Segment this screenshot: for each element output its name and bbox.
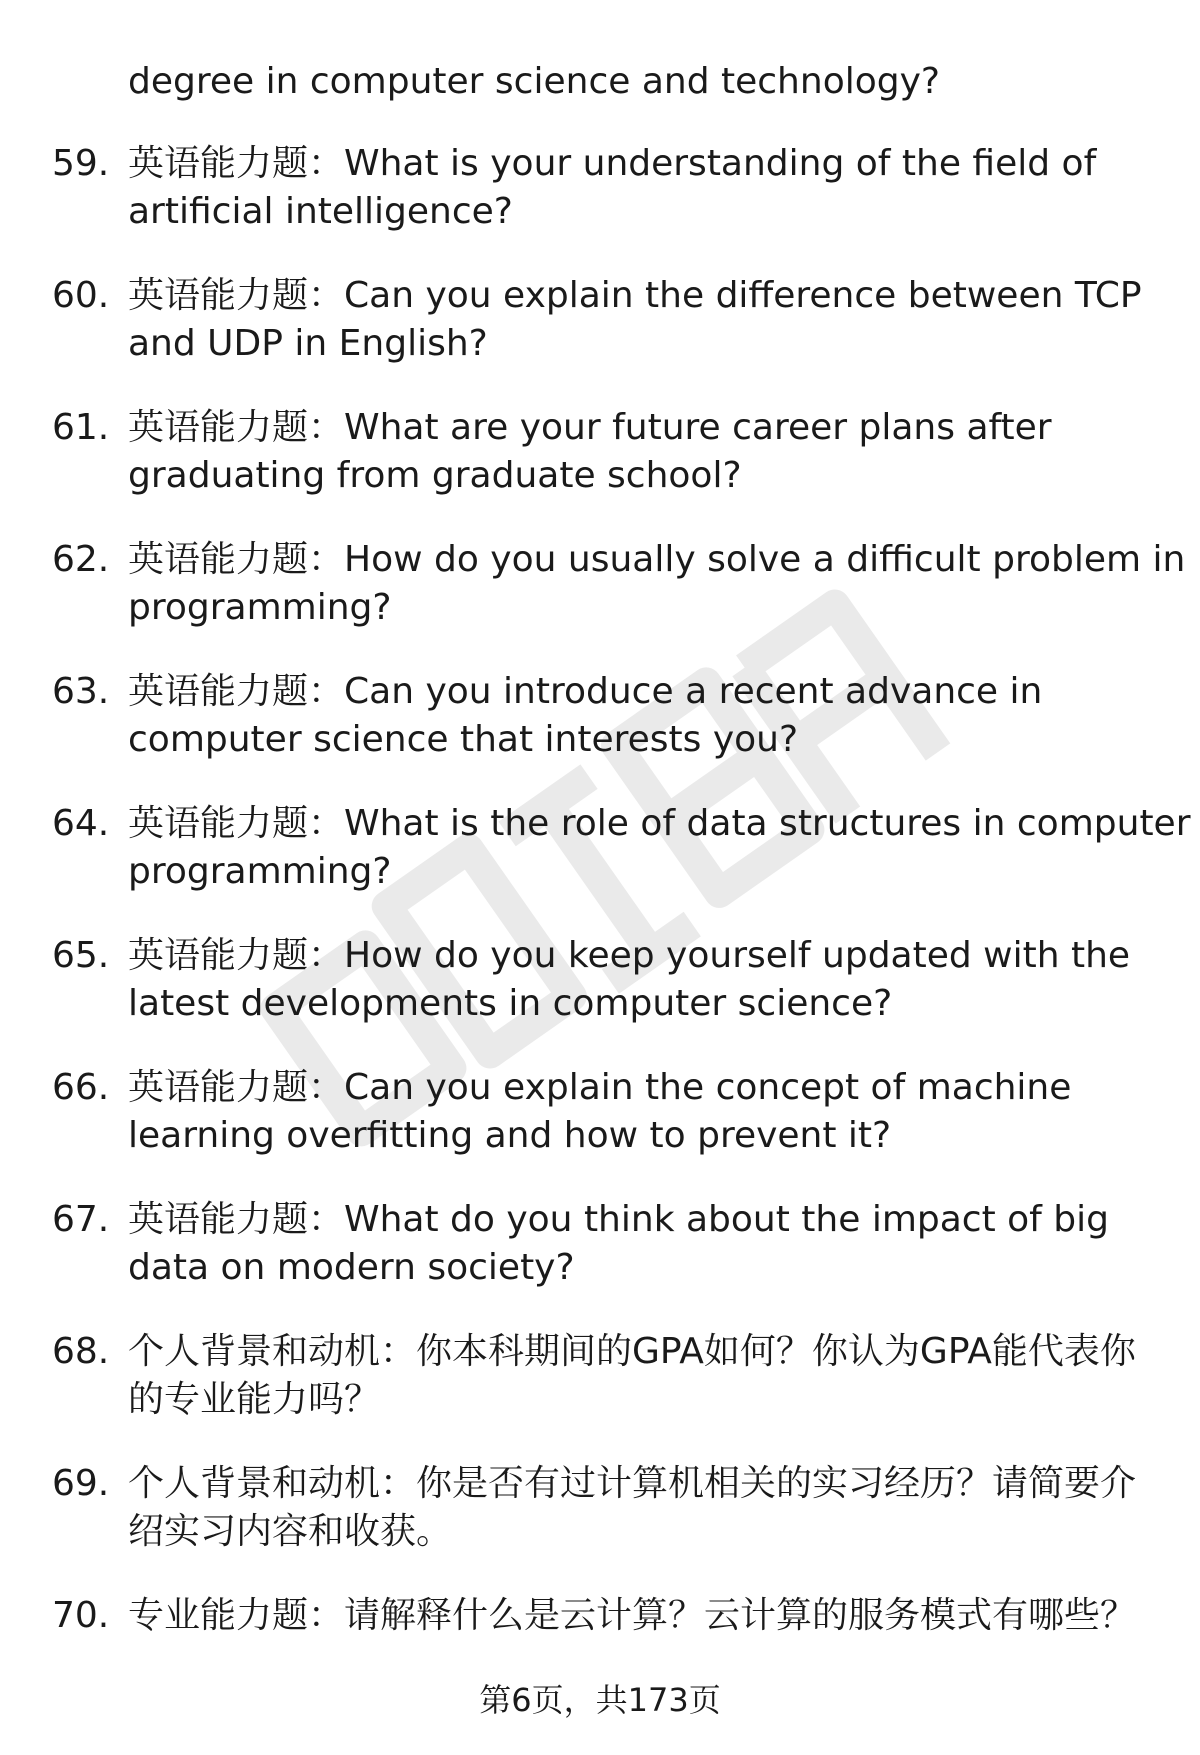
question-item [0, 932, 1200, 1028]
question-item [0, 404, 1200, 500]
question-line: 英语能力题：What is the role of data structures in computer [128, 803, 1191, 844]
question-number: 68. [52, 1331, 110, 1372]
question-line: programming? [128, 587, 392, 628]
question-line: 英语能力题：What are your future career plans after [128, 407, 1052, 448]
page-number-footer: 第6页，共173页 [479, 1681, 721, 1719]
question-number: 60. [52, 275, 110, 316]
question-line: 个人背景和动机：你本科期间的GPA如何？你认为GPA能代表你 [128, 1331, 1136, 1372]
question-line: 英语能力题：How do you keep yourself updated with the [128, 935, 1131, 976]
question-item [0, 140, 1200, 236]
question-item [0, 536, 1200, 632]
question-line: data on modern society? [128, 1247, 575, 1288]
question-number: 69. [52, 1463, 110, 1504]
question-line: computer science that interests you? [128, 719, 799, 760]
question-number: 63. [52, 671, 110, 712]
question-item [0, 668, 1200, 764]
question-text [128, 932, 1158, 1028]
question-item [0, 1196, 1200, 1292]
question-line: 英语能力题：How do you usually solve a difficult problem in [128, 539, 1186, 580]
question-number: 64. [52, 803, 110, 844]
question-number: 65. [52, 935, 110, 976]
continued-question-text: degree in computer science and technology? [128, 61, 941, 102]
question-item [0, 272, 1200, 368]
question-number: 62. [52, 539, 110, 580]
question-item [0, 1592, 1200, 1640]
question-text [128, 272, 1158, 368]
question-line: 专业能力题：请解释什么是云计算？云计算的服务模式有哪些？ [128, 1595, 1137, 1636]
question-number: 61. [52, 407, 110, 448]
question-text [128, 404, 1158, 500]
question-list [0, 140, 1200, 1676]
question-line: and UDP in English? [128, 323, 488, 364]
question-text [128, 536, 1186, 632]
question-item [0, 1064, 1200, 1160]
question-text [128, 1196, 1158, 1292]
question-line: artificial intelligence? [128, 191, 513, 232]
question-line: 英语能力题：Can you explain the concept of machine [128, 1067, 1072, 1108]
question-line: 英语能力题：What is your understanding of the field of [128, 143, 1097, 184]
question-text [128, 668, 1158, 764]
question-line: 英语能力题：Can you introduce a recent advance in [128, 671, 1043, 712]
question-text [128, 1328, 1158, 1424]
question-number: 70. [52, 1595, 110, 1636]
question-number: 67. [52, 1199, 110, 1240]
question-text [128, 1064, 1158, 1160]
question-line: 的专业能力吗？ [128, 1379, 381, 1420]
question-text [128, 1460, 1158, 1556]
question-number: 59. [52, 143, 110, 184]
question-item [0, 800, 1200, 896]
question-number: 66. [52, 1067, 110, 1108]
question-line: graduating from graduate school? [128, 455, 742, 496]
question-item [0, 1328, 1200, 1424]
question-line: 绍实习内容和收获。 [128, 1511, 453, 1552]
question-text [128, 140, 1158, 236]
question-line: 英语能力题：What do you think about the impact of big [128, 1199, 1110, 1240]
question-line: 个人背景和动机：你是否有过计算机相关的实习经历？请简要介 [128, 1463, 1137, 1504]
question-line: programming? [128, 851, 392, 892]
question-text [128, 1592, 1158, 1640]
question-line: learning overfitting and how to prevent it? [128, 1115, 892, 1156]
question-line: 英语能力题：Can you explain the difference between TCP [128, 275, 1142, 316]
question-text [128, 800, 1191, 896]
question-item [0, 1460, 1200, 1556]
question-line: latest developments in computer science? [128, 983, 893, 1024]
